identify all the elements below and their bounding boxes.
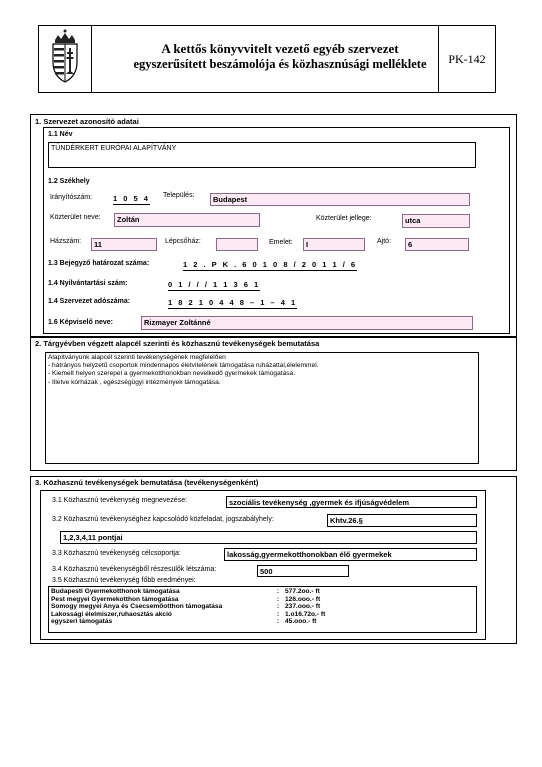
result-sep: :: [276, 610, 280, 618]
form-title: [91, 26, 469, 92]
street-field[interactable]: Zoltán: [114, 213, 260, 227]
result-row: [51, 596, 474, 604]
activities-textbox[interactable]: [45, 352, 479, 464]
result-row: [51, 618, 474, 626]
result-name: Pest megyei Gyermekotthon támogatása: [51, 595, 179, 603]
result-value: 1.o16.72o.- ft: [285, 610, 326, 618]
activity-name-field[interactable]: szociális tevékenység ,gyermek és ifjúságvédelem: [226, 496, 477, 508]
result-name: Lakossági élelmiszer,ruhaosztás akció: [51, 610, 172, 618]
street-type-field[interactable]: utca: [402, 214, 470, 228]
result-value: 237.ooo.- ft: [285, 603, 321, 611]
house-field[interactable]: 11: [91, 238, 157, 251]
door-field[interactable]: 6: [405, 238, 469, 251]
representative-field[interactable]: Rizmayer Zoltánné: [141, 316, 473, 330]
activities-line: - hátrányos helyzetű csoportok mindennapos életvitelének támogatása ruházattal,élelemmel.: [48, 362, 319, 370]
activities-line: - Illetve kórházak , egészségügyi intézmények támogatása.: [48, 378, 221, 386]
public-task-label: 3.2 Közhasznú tevékenységhez kapcsolódó közfeladat, jogszabályhely:: [52, 516, 274, 523]
result-row: [51, 611, 474, 619]
result-sep: :: [276, 603, 280, 611]
door-label: Ajtó:: [377, 238, 392, 245]
beneficiary-count-field[interactable]: 500: [257, 565, 349, 577]
zip-field[interactable]: 1 0 5 4: [113, 194, 150, 203]
result-row: [51, 588, 474, 596]
title-line-1: A kettős könyvvitelt vezető egyéb szervezet: [161, 41, 399, 56]
beneficiary-count-label: 3.4 Közhasznú tevékenységből részesülők létszáma:: [52, 566, 217, 573]
representative-label: 1.6 Képviselő neve:: [48, 319, 113, 326]
street-type-label: Közterület jellege:: [316, 215, 372, 222]
reg-number-field[interactable]: 0 1 / / / 1 1 3 6 1: [168, 280, 261, 289]
zip-label: Irányítószám:: [50, 194, 93, 201]
results-textbox[interactable]: [48, 586, 477, 633]
stair-field[interactable]: [216, 238, 258, 251]
target-group-label: 3.3 Közhasznú tevékenység célcsoportja:: [52, 550, 181, 557]
result-name: Budapesti Gyermekotthonok támogatása: [51, 588, 180, 595]
city-label: Település:: [163, 192, 195, 199]
tax-label: 1.4 Szervezet adószáma:: [48, 298, 131, 305]
result-name: Somogy megyei Anya és Csecsemőotthon támogatása: [51, 603, 223, 611]
floor-label: Emelet:: [269, 239, 293, 246]
activities-line: Alapítványunk alapcél szerinti tevékenységének megfelelően: [48, 354, 226, 361]
public-task-field-2[interactable]: 1,2,3,4,11 pontjai: [60, 531, 477, 544]
name-field[interactable]: TÜNDÉRKERT EURÓPAI ALAPÍTVÁNY: [48, 142, 476, 168]
section-2-title: 2. Tárgyévben végzett alapcél szerinti és közhasznú tevékenységek bemutatása: [35, 339, 320, 348]
result-value: 45.ooo.- ft: [285, 618, 317, 626]
activities-line: - Kiemelt helyen szerepel a gyermekotthonokban nevelkedő gyermekek támogatása.: [48, 370, 296, 378]
result-sep: :: [276, 588, 280, 595]
results-label: 3.5 Közhasznú tevékenység főbb eredményei:: [52, 577, 196, 584]
street-label: Közterület neve:: [50, 214, 101, 221]
result-value: 126.ooo.- ft: [285, 595, 321, 603]
result-sep: :: [276, 595, 280, 603]
city-field[interactable]: Budapest: [210, 193, 470, 206]
reg-number-label: 1.4 Nyilvántartási szám:: [48, 280, 128, 287]
name-label: 1.1 Név: [48, 131, 73, 138]
result-sep: :: [276, 618, 280, 626]
form-code: PK-142: [438, 26, 495, 92]
reg-decision-field[interactable]: 1 2 . P K . 6 0 1 0 8 / 2 0 1 1 / 6: [183, 260, 358, 269]
result-row: [51, 603, 474, 611]
house-label: Házszám:: [50, 238, 82, 245]
seat-label: 1.2 Székhely: [48, 178, 90, 185]
result-value: 577.2oo.- ft: [285, 588, 320, 595]
floor-field[interactable]: I: [303, 238, 365, 251]
coat-of-arms-icon: [39, 26, 92, 92]
form-header: [38, 25, 496, 93]
target-group-field[interactable]: lakosság,gyermekotthonokban élő gyermekek: [224, 548, 477, 561]
result-name: egyszeri támogatás: [51, 618, 113, 626]
reg-decision-label: 1.3 Bejegyző határozat száma:: [48, 260, 150, 267]
stair-label: Lépcsőház:: [165, 238, 201, 245]
public-task-field[interactable]: Khtv.26.§: [327, 514, 477, 527]
title-line-2: egyszerűsített beszámolója és közhasznúsági melléklete: [133, 57, 427, 71]
section-1-title: 1. Szervezet azonosító adatai: [35, 117, 139, 126]
section-3-title: 3. Közhasznú tevékenységek bemutatása (tevékenységenként): [35, 478, 259, 487]
activity-name-label: 3.1 Közhasznú tevékenység megnevezése:: [52, 497, 188, 504]
tax-number-field[interactable]: 1 8 2 1 0 4 4 8 – 1 – 4 1: [168, 298, 298, 307]
